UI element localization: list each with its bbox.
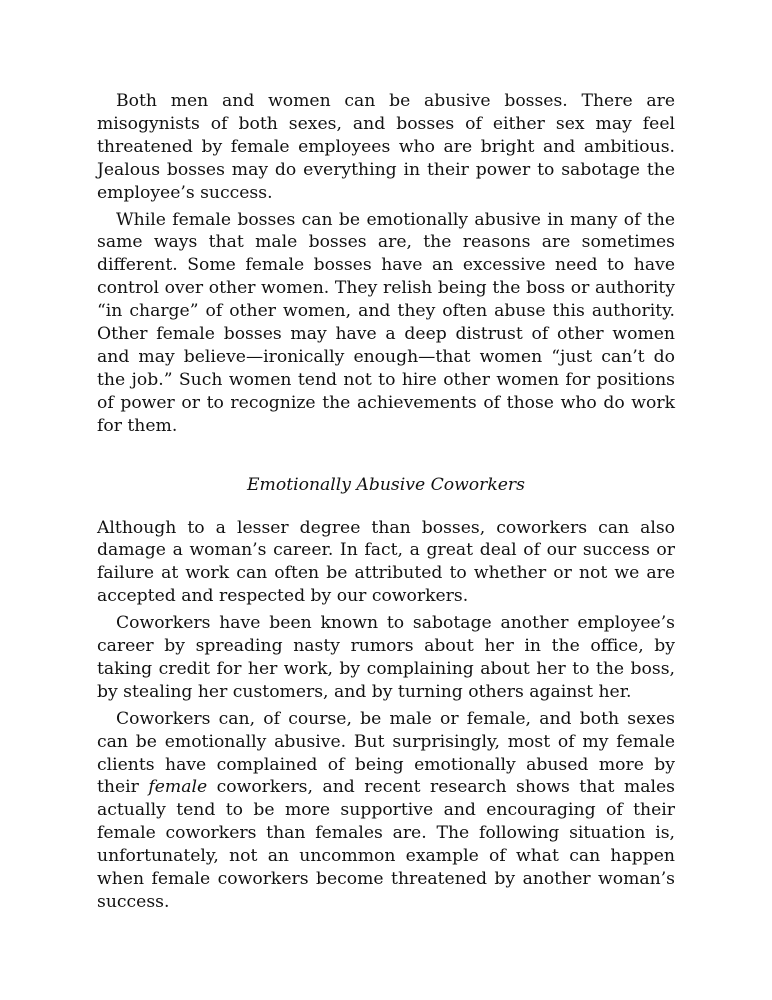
paragraph-coworkers-intro: Although to a lesser degree than bosses, coworkers can also damage a woman’s career. In fact, a great deal of our success or failure at work can often be attributed to whether or not we are accepted and respected by our coworkers. bbox=[97, 517, 675, 607]
paragraph-text-before-emphasis: Coworkers can, of course, be male or female, and both sexes can be emotionally abusive. But surprisingly, most of my female clients have complained of being emotionally abused more by their bbox=[97, 708, 675, 798]
emphasis-female: female bbox=[148, 777, 208, 798]
paragraph-female-bosses: While female bosses can be emotionally abusive in many of the same ways that male bosses are, the reasons are sometimes different. Some female bosses have an excessive need to have control over other women. They relish being the boss or authority “in charge” of other women, and they often abuse this authority. Other female bosses may have a deep distrust of other women and may believe—ironically enough—that women “just can’t do the job.” Such women tend not to hire other women for positions of power or to recognize the achievements of those who do work for them. bbox=[97, 209, 675, 436]
paragraph-text-after-emphasis: coworkers, and recent research shows that males actually tend to be more supportive and encouraging of their female coworkers than females are. The following situation is, unfortunately, not an uncommon example of what can happen when female coworkers become threatened by another woman’s success. bbox=[97, 777, 675, 912]
paragraph-coworkers-gender bbox=[97, 708, 675, 914]
paragraph-abusive-bosses: Both men and women can be abusive bosses. There are misogynists of both sexes, and bosses of either sex may feel threatened by female employees who are bright and ambitious. Jealous bosses may do everything in their power to sabotage the employee’s success. bbox=[97, 91, 675, 203]
document-page bbox=[97, 90, 675, 918]
paragraph-coworkers-sabotage: Coworkers have been known to sabotage another employee’s career by spreading nasty rumors about her in the office, by taking credit for her work, by complaining about her to the boss, by stealing her customers, and by turning others against her. bbox=[97, 613, 675, 702]
section-heading: Emotionally Abusive Coworkers bbox=[247, 474, 525, 495]
